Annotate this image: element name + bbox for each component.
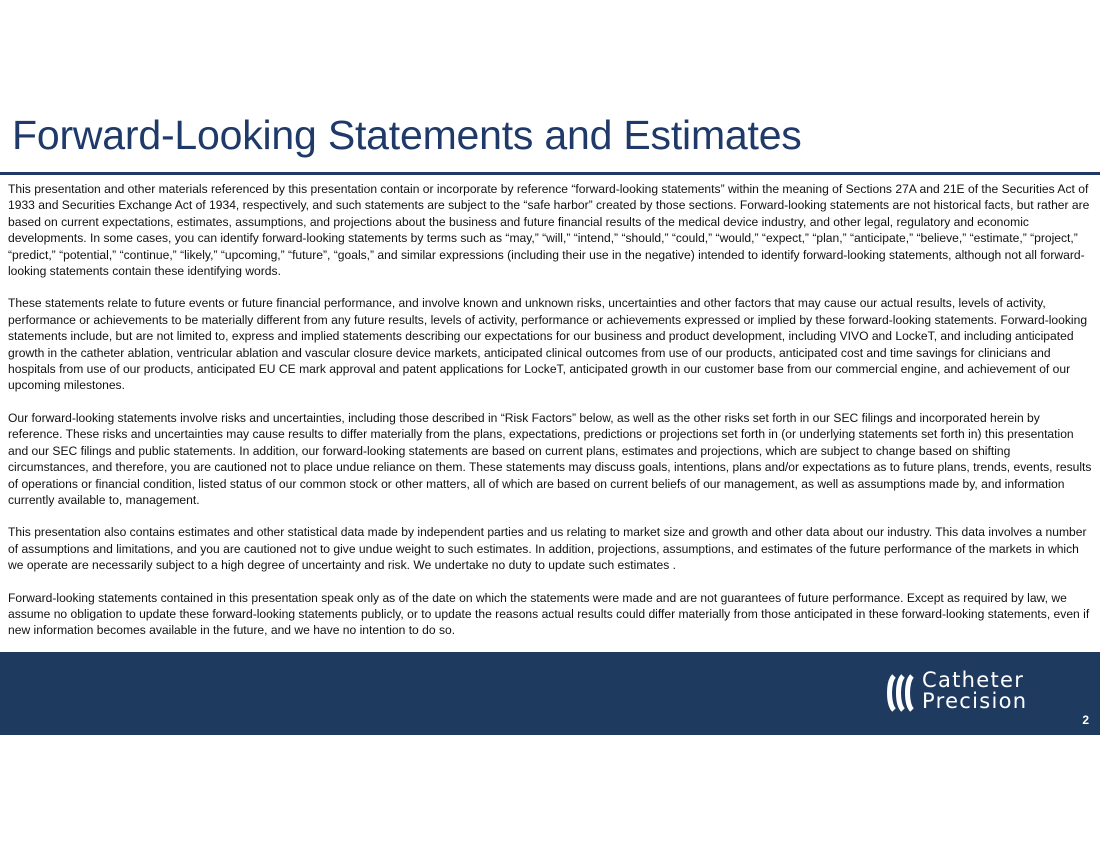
page-number: 2 [1082, 713, 1089, 727]
logo-line-catheter: Catheter [922, 668, 1025, 692]
paragraph-update-disclaimer: Forward-looking statements contained in this presentation speak only as of the date on which the statements were made and are not guarantees of future performance. Except as required by law, we assume no obligation to update these forward-looking statements publicly, or to update the reasons actual results could differ materially from those anticipated in these forward-looking statements, even if new information becomes available in the future, and we have no intention to do so. [8, 590, 1090, 638]
slide-body [8, 181, 1092, 655]
footer-band [0, 652, 1100, 735]
paragraph-forward-looking-definition: This presentation and other materials referenced by this presentation contain or incorporate by reference “forward-looking statements” within the meaning of Sections 27A and 21E of the Securities Act of 1933 and Securities Exchange Act of 1934, respectively, and such statements are subject to the “safe harbor” created by those sections. Forward-looking statements are not historical facts, but rather are based on current expectations, estimates, assumptions, and projections about the business and future financial results of the medical device industry, and other legal, regulatory and economic developments. In some cases, you can identify forward-looking statements by terms such as “may,” “will,” “intend,” “should,” “could,” “would,” “expect,” “plan,” “anticipate,” “believe,” “estimate,” “project,” “predict,” “potential,” “continue,” “likely,” “upcoming,” “future”, “goals,” and similar expressions (including their use in the negative) intended to identify forward-looking statements, although not all forward-looking statements contain these identifying words. [8, 182, 1090, 279]
logo-wordmark [922, 670, 1074, 712]
logo-line-precision: Precision [922, 689, 1028, 713]
page-title: Forward-Looking Statements and Estimates [12, 112, 802, 158]
paragraph-future-events-risks: These statements relate to future events or future financial performance, and involve known and unknown risks, uncertainties and other factors that may cause our actual results, levels of activity, performance or achievements to be materially different from any future results, levels of activity, performance or achievements expressed or implied by these forward-looking statements. Forward-looking statements include, but are not limited to, express and implied statements describing our expectations for our business and product development, including VIVO and LockeT, and including anticipated growth in the catheter ablation, ventricular ablation and vascular closure device markets, anticipated clinical outcomes from use of our products, anticipated cost and time savings for clinicians and hospitals from use of our products, anticipated EU CE mark approval and patent applications for LockeT, anticipated growth in our customer base from our commercial engine, and achievement of our upcoming milestones. [8, 296, 1088, 393]
company-logo [886, 670, 1074, 714]
catheter-precision-logo-mark-icon [886, 674, 920, 712]
paragraph-statistical-estimates: This presentation also contains estimates and other statistical data made by independent parties and us relating to market size and growth and other data about our industry. This data involves a number of assumptions and limitations, and you are cautioned not to give undue weight to such estimates. In addition, projections, assumptions, and estimates of the future performance of the markets in which we operate are necessarily subject to a high degree of uncertainty and risk. We undertake no duty to update such estimates . [8, 525, 1087, 573]
title-divider [0, 172, 1100, 175]
paragraph-risk-factors: Our forward-looking statements involve risks and uncertainties, including those described in “Risk Factors” below, as well as the other risks set forth in our SEC filings and incorporated herein by reference. These risks and uncertainties may cause results to differ materially from the plans, expectations, predictions or projections set forth in (or underlying statements set forth in) this presentation and our SEC filings and public statements. In addition, our forward-looking statements are based on current plans, estimates and projections, which are subject to change based on shifting circumstances, and therefore, you are cautioned not to place undue reliance on them. These statements may discuss goals, intentions, plans and/or expectations as to future plans, trends, events, results of operations or financial condition, listed status of our common stock or other matters, all of which are based on current beliefs of our management, as well as assumptions made by, and information currently available to, management. [8, 410, 1092, 507]
